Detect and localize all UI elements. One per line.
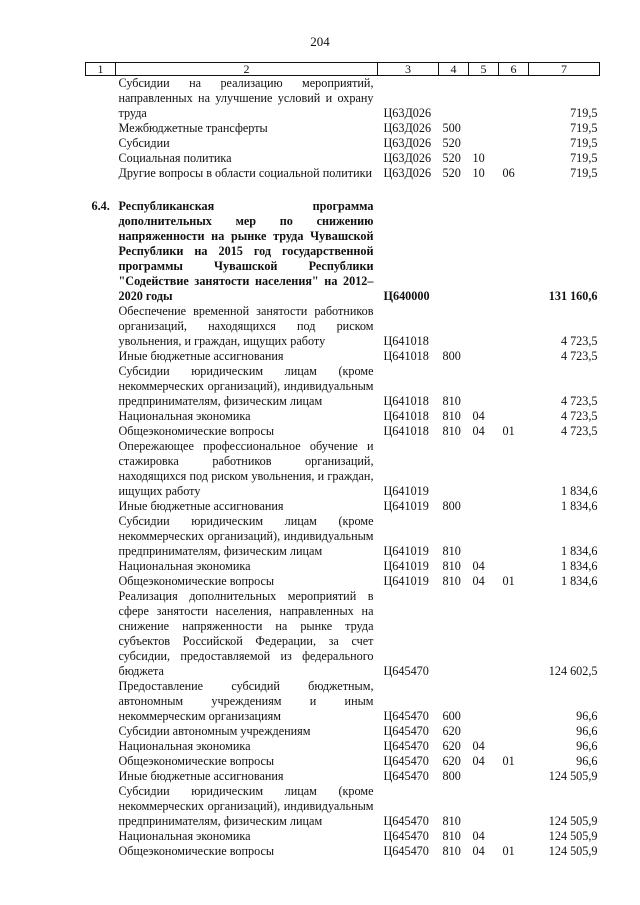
row-section bbox=[469, 589, 499, 679]
row-name: Реализация дополнительных мероприятий в сфере занятости населения, направленных на снижение напряженности на рынке труда субъектов Российской Федерации, за счет субсидии, предоставляемой из федерального бюджета bbox=[118, 589, 374, 678]
row-section bbox=[469, 76, 499, 122]
table-body bbox=[86, 76, 600, 860]
row-amount: 1 834,6 bbox=[560, 574, 598, 588]
header-cell-3: 3 bbox=[378, 63, 439, 76]
row-number bbox=[86, 844, 116, 859]
row-section bbox=[469, 439, 499, 499]
row-subsection bbox=[499, 304, 529, 349]
table-row bbox=[86, 574, 600, 589]
row-number bbox=[86, 151, 116, 166]
row-number bbox=[86, 121, 116, 136]
row-subsection bbox=[499, 364, 529, 409]
row-number bbox=[86, 829, 116, 844]
row-subsection: 06 bbox=[502, 166, 515, 180]
row-name: Иные бюджетные ассигнования bbox=[118, 769, 284, 783]
row-code: Ц641019 bbox=[383, 574, 429, 588]
row-subsection bbox=[499, 514, 529, 559]
row-section: 04 bbox=[472, 754, 485, 768]
table-row bbox=[86, 121, 600, 136]
row-number bbox=[86, 589, 116, 679]
row-amount: 1 834,6 bbox=[560, 499, 598, 513]
row-name: Межбюджетные трансферты bbox=[118, 121, 268, 135]
row-subsection bbox=[499, 121, 529, 136]
row-number bbox=[86, 514, 116, 559]
row-section: 10 bbox=[472, 151, 485, 165]
row-number bbox=[86, 409, 116, 424]
row-code: Ц641019 bbox=[383, 559, 429, 573]
row-section: 04 bbox=[472, 829, 485, 843]
row-code: Ц641019 bbox=[383, 484, 429, 498]
row-name: Иные бюджетные ассигнования bbox=[118, 349, 284, 363]
table-header bbox=[86, 63, 600, 76]
row-number bbox=[86, 166, 116, 181]
row-subsection bbox=[499, 136, 529, 151]
row-name: Социальная политика bbox=[118, 151, 232, 165]
row-group: 810 bbox=[442, 559, 461, 573]
row-name: Субсидии автономным учреждениям bbox=[118, 724, 311, 738]
table-row bbox=[86, 424, 600, 439]
row-number bbox=[86, 439, 116, 499]
row-name: Субсидии на реализацию мероприятий, направленных на улучшение условий и охрану труда bbox=[118, 76, 374, 120]
row-code: Ц63Д026 bbox=[383, 106, 432, 120]
row-code: Ц641018 bbox=[383, 334, 429, 348]
row-group: 810 bbox=[442, 574, 461, 588]
row-name: Обеспечение временной занятости работников организаций, находящихся под риском увольнения, и граждан, ищущих работу bbox=[118, 304, 374, 348]
row-amount: 1 834,6 bbox=[560, 484, 598, 498]
row-section bbox=[469, 364, 499, 409]
table-row bbox=[86, 349, 600, 364]
row-group: 520 bbox=[442, 151, 461, 165]
row-subsection: 01 bbox=[502, 844, 515, 858]
row-subsection bbox=[499, 439, 529, 499]
row-name: Национальная экономика bbox=[118, 739, 251, 753]
row-code: Ц641018 bbox=[383, 349, 429, 363]
row-section bbox=[469, 136, 499, 151]
row-group: 810 bbox=[442, 844, 461, 858]
row-section bbox=[469, 784, 499, 829]
table-row bbox=[86, 199, 600, 304]
row-number bbox=[86, 754, 116, 769]
row-group: 800 bbox=[442, 349, 461, 363]
row-code: Ц641019 bbox=[383, 544, 429, 558]
table-row bbox=[86, 439, 600, 499]
row-number bbox=[86, 574, 116, 589]
row-amount: 96,6 bbox=[576, 724, 598, 738]
spacer-cell bbox=[86, 181, 600, 199]
row-amount: 4 723,5 bbox=[560, 349, 598, 363]
row-subsection bbox=[499, 199, 529, 304]
row-code: Ц645470 bbox=[383, 829, 429, 843]
row-name: Другие вопросы в области социальной политики bbox=[118, 166, 373, 180]
table-row bbox=[86, 769, 600, 784]
row-group bbox=[439, 589, 469, 679]
row-group: 600 bbox=[442, 709, 461, 723]
table-row bbox=[86, 304, 600, 349]
row-code: Ц63Д026 bbox=[383, 151, 432, 165]
row-name: Общеэкономические вопросы bbox=[118, 574, 275, 588]
row-group: 520 bbox=[442, 136, 461, 150]
row-number bbox=[86, 349, 116, 364]
row-amount: 719,5 bbox=[570, 166, 598, 180]
table-row bbox=[86, 739, 600, 754]
table-row bbox=[86, 589, 600, 679]
row-subsection bbox=[499, 829, 529, 844]
table-row bbox=[86, 679, 600, 724]
row-name: Субсидии юридическим лицам (кроме некоммерческих организаций), индивидуальным предпринимателям, физическим лицам bbox=[118, 514, 374, 558]
row-section: 04 bbox=[472, 409, 485, 423]
header-cell-1: 1 bbox=[86, 63, 116, 76]
row-group: 620 bbox=[442, 724, 461, 738]
row-section: 04 bbox=[472, 559, 485, 573]
table-row bbox=[86, 559, 600, 574]
row-amount: 96,6 bbox=[576, 709, 598, 723]
row-code: Ц645470 bbox=[383, 664, 429, 678]
row-amount: 1 834,6 bbox=[560, 544, 598, 558]
table-row bbox=[86, 166, 600, 181]
row-name: Предоставление субсидий бюджетным, автономным учреждениям и иным некоммерческим организациям bbox=[118, 679, 374, 723]
table-row bbox=[86, 829, 600, 844]
row-section bbox=[469, 304, 499, 349]
table-row bbox=[86, 499, 600, 514]
row-group: 810 bbox=[442, 394, 461, 408]
row-number bbox=[86, 679, 116, 724]
header-cell-4: 4 bbox=[439, 63, 469, 76]
row-group: 520 bbox=[442, 166, 461, 180]
row-name: Общеэкономические вопросы bbox=[118, 754, 275, 768]
row-section bbox=[469, 679, 499, 724]
row-group: 620 bbox=[442, 754, 461, 768]
row-group: 800 bbox=[442, 769, 461, 783]
row-number bbox=[86, 424, 116, 439]
row-section: 04 bbox=[472, 424, 485, 438]
row-subsection bbox=[499, 724, 529, 739]
row-group bbox=[439, 304, 469, 349]
row-code: Ц645470 bbox=[383, 844, 429, 858]
row-subsection bbox=[499, 769, 529, 784]
row-subsection bbox=[499, 589, 529, 679]
row-section: 04 bbox=[472, 574, 485, 588]
row-section: 04 bbox=[472, 844, 485, 858]
row-section bbox=[469, 349, 499, 364]
row-number bbox=[86, 724, 116, 739]
row-group bbox=[439, 76, 469, 122]
row-name: Национальная экономика bbox=[118, 829, 251, 843]
row-code: Ц645470 bbox=[383, 709, 429, 723]
row-number bbox=[86, 499, 116, 514]
row-group: 810 bbox=[442, 544, 461, 558]
row-name: Национальная экономика bbox=[118, 559, 251, 573]
row-code: Ц645470 bbox=[383, 814, 429, 828]
row-amount: 719,5 bbox=[570, 136, 598, 150]
row-number: 6.4. bbox=[91, 199, 110, 213]
table-row bbox=[86, 754, 600, 769]
row-number bbox=[86, 559, 116, 574]
row-subsection bbox=[499, 151, 529, 166]
table-row bbox=[86, 409, 600, 424]
row-subsection bbox=[499, 739, 529, 754]
table-row bbox=[86, 784, 600, 829]
row-number bbox=[86, 769, 116, 784]
row-spacer bbox=[86, 181, 600, 199]
row-code: Ц645470 bbox=[383, 724, 429, 738]
row-group bbox=[439, 199, 469, 304]
table-row bbox=[86, 844, 600, 859]
row-number bbox=[86, 76, 116, 122]
row-amount: 4 723,5 bbox=[560, 394, 598, 408]
row-section: 04 bbox=[472, 739, 485, 753]
row-subsection bbox=[499, 76, 529, 122]
row-code: Ц645470 bbox=[383, 739, 429, 753]
table-row bbox=[86, 514, 600, 559]
table-row bbox=[86, 151, 600, 166]
row-code: Ц63Д026 bbox=[383, 121, 432, 135]
row-section bbox=[469, 514, 499, 559]
row-number bbox=[86, 364, 116, 409]
row-group: 620 bbox=[442, 739, 461, 753]
row-amount: 96,6 bbox=[576, 754, 598, 768]
row-group: 810 bbox=[442, 829, 461, 843]
row-number bbox=[86, 784, 116, 829]
row-name: Общеэкономические вопросы bbox=[118, 844, 275, 858]
row-subsection bbox=[499, 559, 529, 574]
row-subsection bbox=[499, 409, 529, 424]
row-group: 500 bbox=[442, 121, 461, 135]
row-number bbox=[86, 304, 116, 349]
row-name: Субсидии юридическим лицам (кроме некоммерческих организаций), индивидуальным предпринимателям, физическим лицам bbox=[118, 364, 374, 408]
row-amount: 124 505,9 bbox=[548, 814, 598, 828]
table-row bbox=[86, 76, 600, 122]
row-name: Республиканская программа дополнительных мер по снижению напряженности на рынке труда Чувашской Республики на 2015 год государственной программы Чувашской Республики "Содействие занятости населения" на 2012–2020 годы bbox=[118, 199, 374, 303]
header-cell-6: 6 bbox=[499, 63, 529, 76]
row-number bbox=[86, 136, 116, 151]
row-name: Субсидии bbox=[118, 136, 170, 150]
row-amount: 124 505,9 bbox=[548, 829, 598, 843]
row-code: Ц63Д026 bbox=[383, 166, 432, 180]
row-amount: 4 723,5 bbox=[560, 409, 598, 423]
row-group bbox=[439, 439, 469, 499]
row-amount: 96,6 bbox=[576, 739, 598, 753]
row-name: Национальная экономика bbox=[118, 409, 251, 423]
row-amount: 719,5 bbox=[570, 121, 598, 135]
row-code: Ц641018 bbox=[383, 409, 429, 423]
row-group: 810 bbox=[442, 424, 461, 438]
row-code: Ц645470 bbox=[383, 769, 429, 783]
row-subsection bbox=[499, 784, 529, 829]
table-row bbox=[86, 724, 600, 739]
row-amount: 124 505,9 bbox=[548, 769, 598, 783]
row-name: Опережающее профессиональное обучение и стажировка работников организаций, находящихся под риском увольнения, и граждан, ищущих работу bbox=[118, 439, 374, 498]
page-number: 204 bbox=[310, 34, 330, 49]
row-subsection: 01 bbox=[502, 754, 515, 768]
row-section bbox=[469, 769, 499, 784]
row-section bbox=[469, 199, 499, 304]
row-code: Ц640000 bbox=[383, 289, 430, 303]
table-row bbox=[86, 364, 600, 409]
row-subsection bbox=[499, 499, 529, 514]
row-group: 800 bbox=[442, 499, 461, 513]
header-cell-5: 5 bbox=[469, 63, 499, 76]
row-amount: 4 723,5 bbox=[560, 334, 598, 348]
row-name: Субсидии юридическим лицам (кроме некоммерческих организаций), индивидуальным предпринимателям, физическим лицам bbox=[118, 784, 374, 828]
row-section bbox=[469, 121, 499, 136]
row-code: Ц645470 bbox=[383, 754, 429, 768]
row-amount: 124 505,9 bbox=[548, 844, 598, 858]
row-section bbox=[469, 724, 499, 739]
row-amount: 4 723,5 bbox=[560, 424, 598, 438]
table-row bbox=[86, 136, 600, 151]
row-amount: 131 160,6 bbox=[548, 289, 598, 303]
row-code: Ц641018 bbox=[383, 424, 429, 438]
row-section: 10 bbox=[472, 166, 485, 180]
budget-table bbox=[85, 62, 600, 859]
row-subsection: 01 bbox=[502, 574, 515, 588]
row-code: Ц63Д026 bbox=[383, 136, 432, 150]
row-subsection: 01 bbox=[502, 424, 515, 438]
row-amount: 124 602,5 bbox=[548, 664, 598, 678]
row-amount: 1 834,6 bbox=[560, 559, 598, 573]
header-cell-2: 2 bbox=[116, 63, 378, 76]
row-name: Иные бюджетные ассигнования bbox=[118, 499, 284, 513]
row-amount: 719,5 bbox=[570, 106, 598, 120]
row-name: Общеэкономические вопросы bbox=[118, 424, 275, 438]
row-group: 810 bbox=[442, 409, 461, 423]
row-section bbox=[469, 499, 499, 514]
row-subsection bbox=[499, 679, 529, 724]
row-code: Ц641018 bbox=[383, 394, 429, 408]
row-amount: 719,5 bbox=[570, 151, 598, 165]
row-code: Ц641019 bbox=[383, 499, 429, 513]
row-subsection bbox=[499, 349, 529, 364]
header-cell-7: 7 bbox=[529, 63, 600, 76]
row-number bbox=[86, 739, 116, 754]
row-group: 810 bbox=[442, 814, 461, 828]
